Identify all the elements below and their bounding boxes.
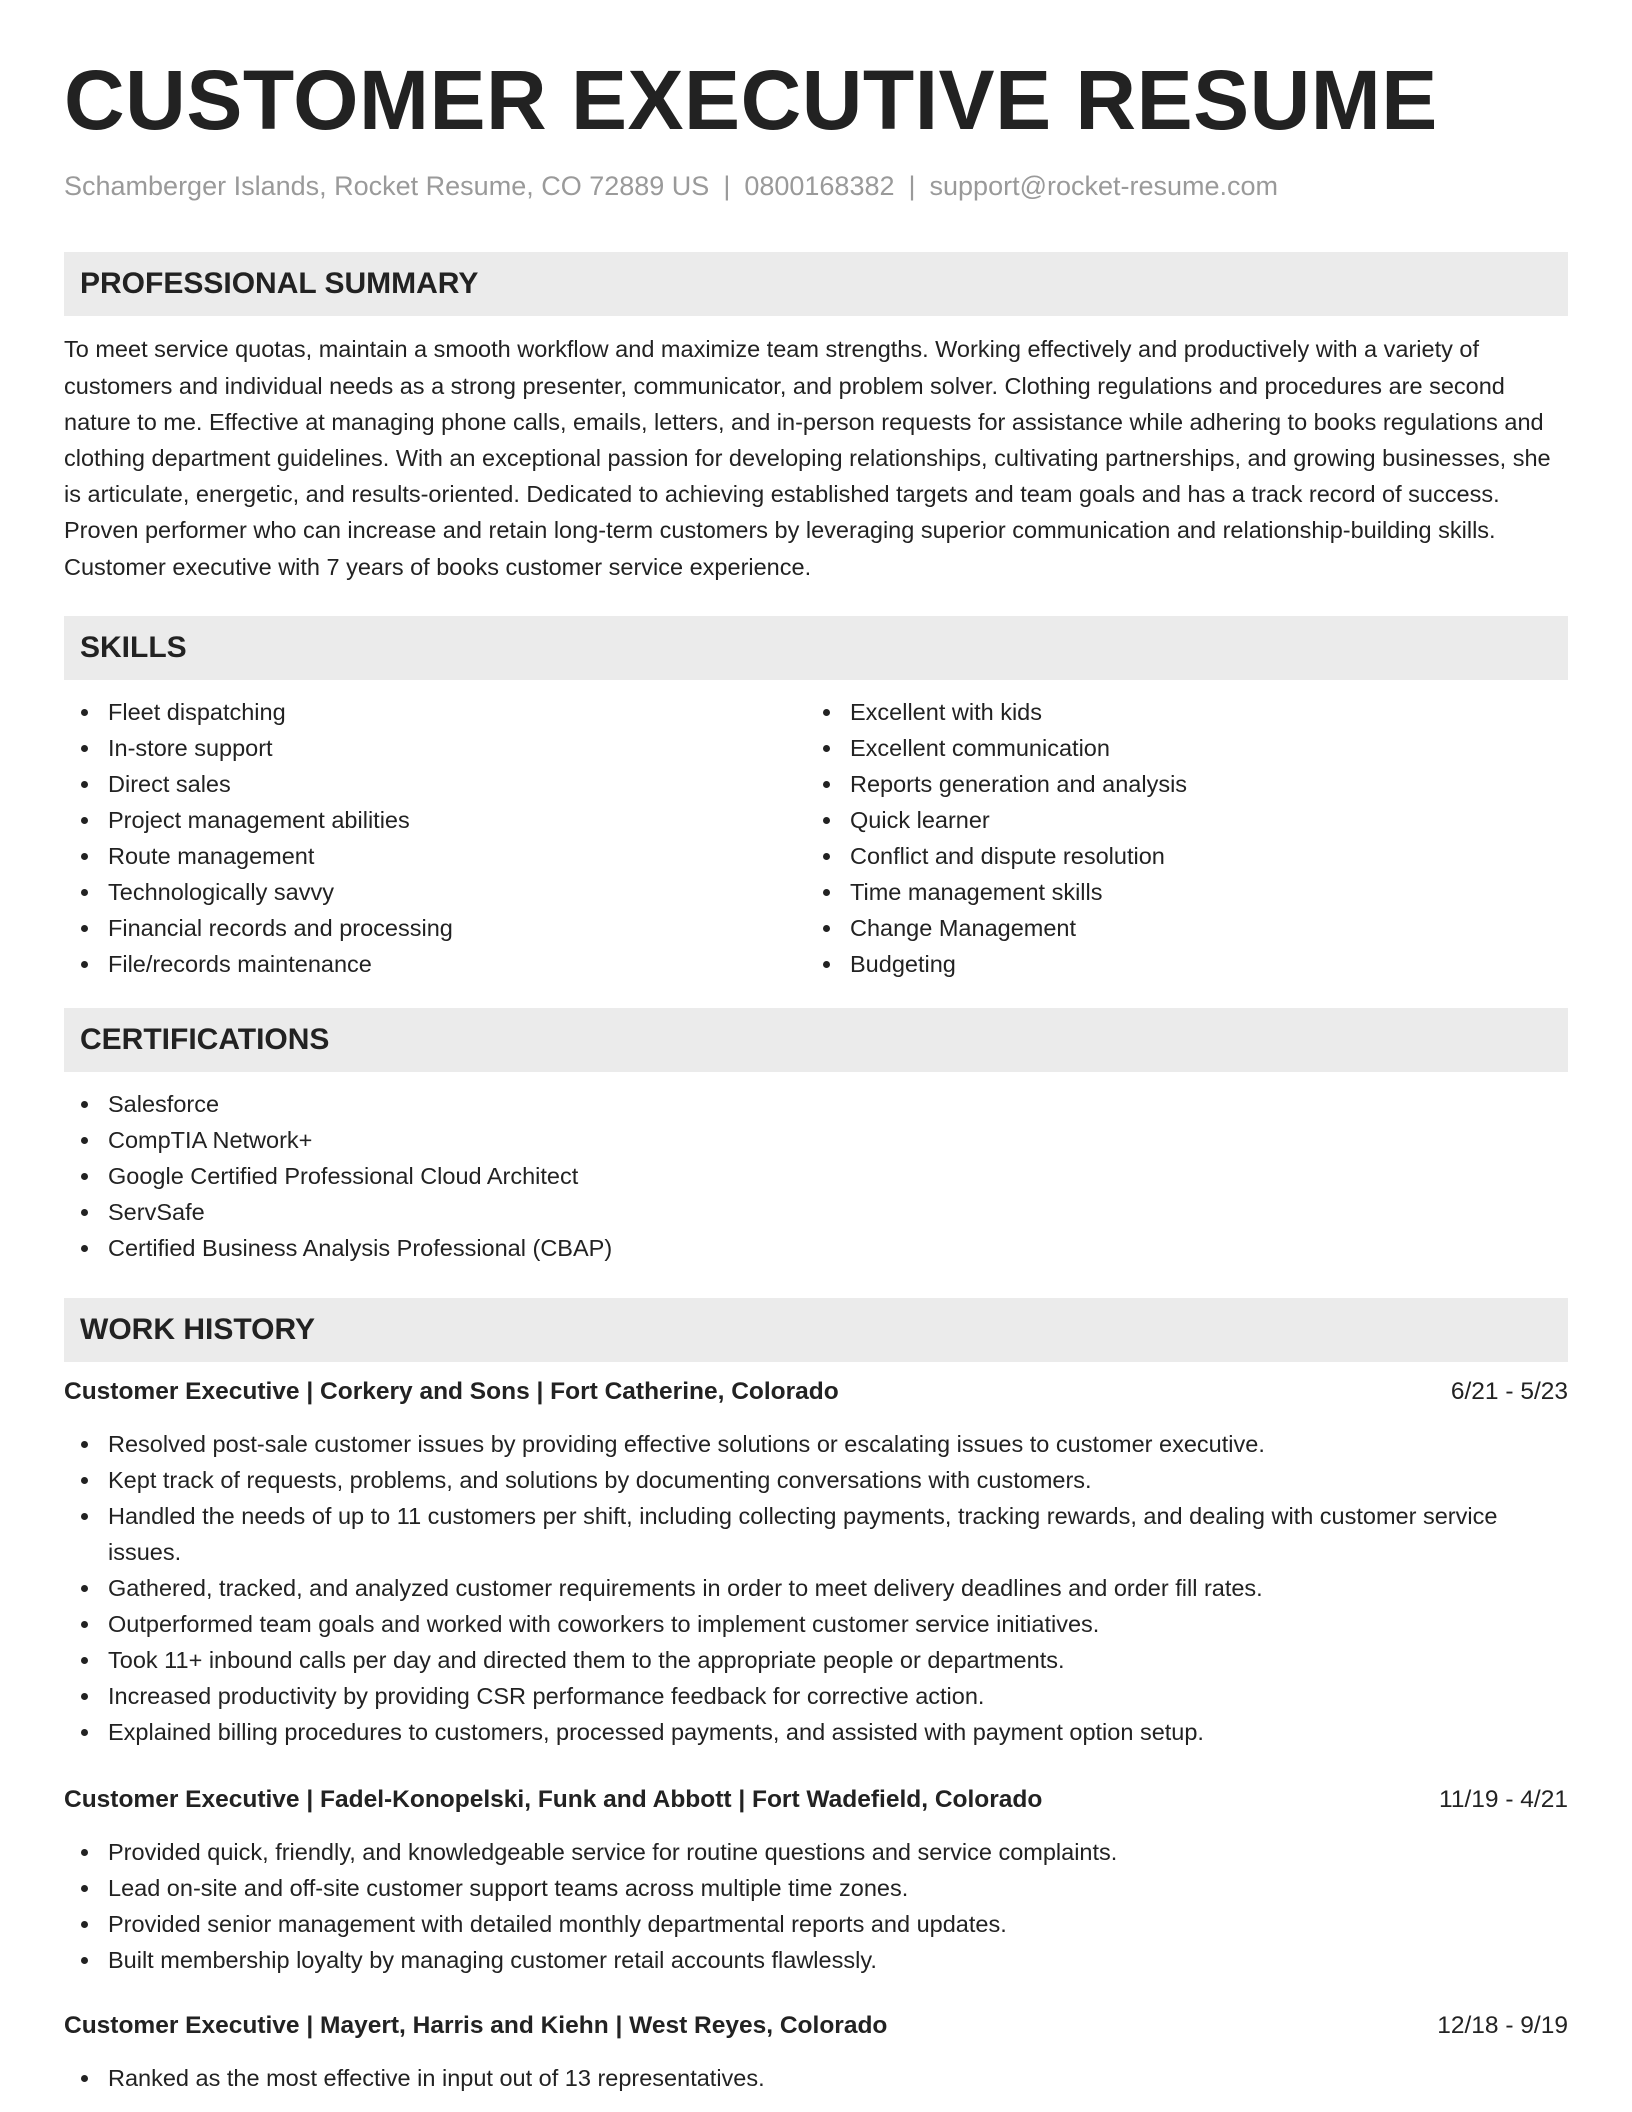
skill-item: Direct sales — [64, 766, 806, 802]
skill-item: Conflict and dispute resolution — [806, 838, 1548, 874]
job-header — [64, 2008, 1568, 2044]
contact-separator: | — [723, 171, 731, 201]
contact-phone: 0800168382 — [744, 171, 895, 201]
job-bullet: Lead on-site and off-site customer support teams across multiple time zones. — [64, 1870, 1568, 1906]
skill-item: In-store support — [64, 730, 806, 766]
job-dates: 11/19 - 4/21 — [1439, 1785, 1568, 1813]
skills-column-left — [64, 694, 806, 982]
skill-item: Change Management — [806, 910, 1548, 946]
skill-item: Time management skills — [806, 874, 1548, 910]
certification-item: Google Certified Professional Cloud Architect — [64, 1158, 1568, 1194]
skills-column-right — [806, 694, 1548, 982]
job-bullet: Explained billing procedures to customers, processed payments, and assisted with payment option setup. — [64, 1714, 1568, 1750]
job-entry — [64, 1374, 1568, 1750]
certification-item: ServSafe — [64, 1194, 1568, 1230]
skill-item: Project management abilities — [64, 802, 806, 838]
job-title: Customer Executive | Corkery and Sons | Fort Catherine, Colorado — [64, 1377, 839, 1405]
job-title: Customer Executive | Mayert, Harris and Kiehn | West Reyes, Colorado — [64, 2011, 888, 2039]
resume-title: CUSTOMER EXECUTIVE RESUME — [64, 53, 1438, 147]
certification-item: Certified Business Analysis Professional (CBAP) — [64, 1230, 1568, 1266]
section-heading-work-history: WORK HISTORY — [64, 1298, 1568, 1362]
certification-item: CompTIA Network+ — [64, 1122, 1568, 1158]
contact-separator: | — [908, 171, 916, 201]
job-bullet: Increased productivity by providing CSR performance feedback for corrective action. — [64, 1678, 1568, 1714]
skill-item: Technologically savvy — [64, 874, 806, 910]
section-heading-skills: SKILLS — [64, 616, 1568, 680]
job-bullets — [64, 1426, 1568, 1750]
skill-item: Budgeting — [806, 946, 1548, 982]
job-bullets — [64, 2060, 1568, 2096]
job-dates: 6/21 - 5/23 — [1450, 1377, 1568, 1405]
job-header — [64, 1782, 1568, 1818]
skills-list-right — [806, 694, 1548, 982]
job-header — [64, 1374, 1568, 1410]
job-bullet: Ranked as the most effective in input out of 13 representatives. — [64, 2060, 1568, 2096]
skill-item: Reports generation and analysis — [806, 766, 1548, 802]
skill-item: Excellent communication — [806, 730, 1548, 766]
job-bullets — [64, 1834, 1568, 1978]
contact-email: support@rocket-resume.com — [929, 171, 1279, 201]
job-bullet: Resolved post-sale customer issues by providing effective solutions or escalating issues to customer executive. — [64, 1426, 1568, 1462]
job-bullet: Built membership loyalty by managing customer retail accounts flawlessly. — [64, 1942, 1568, 1978]
skill-item: Fleet dispatching — [64, 694, 806, 730]
job-bullet: Provided senior management with detailed monthly departmental reports and updates. — [64, 1906, 1568, 1942]
work-history-list — [64, 1374, 1568, 2096]
skill-item: Excellent with kids — [806, 694, 1548, 730]
job-entry — [64, 1782, 1568, 1978]
contact-line — [64, 170, 1568, 202]
skill-item: Route management — [64, 838, 806, 874]
job-bullet: Kept track of requests, problems, and solutions by documenting conversations with customers. — [64, 1462, 1568, 1498]
skill-item: Financial records and processing — [64, 910, 806, 946]
job-bullet: Outperformed team goals and worked with coworkers to implement customer service initiatives. — [64, 1606, 1568, 1642]
job-bullet: Gathered, tracked, and analyzed customer requirements in order to meet delivery deadlines and order fill rates. — [64, 1570, 1568, 1606]
summary-text: To meet service quotas, maintain a smooth workflow and maximize team strengths. Working effectively and productively with a variety of customers and individual needs as a strong presenter, communicator, and problem solver. Clothing regulations and procedures are second nature to me. Effective at managing phone calls, emails, letters, and in-person requests for assistance while adhering to books regulations and clothing department guidelines. With an exceptional passion for developing relationships, cultivating partnerships, and growing businesses, she is articulate, energetic, and results-oriented. Dedicated to achieving established targets and team goals and has a track record of success. Proven performer who can increase and retain long-term customers by leveraging superior communication and relationship-building skills. Customer executive with 7 years of books customer service experience. — [64, 336, 1551, 580]
skills-list-left — [64, 694, 806, 982]
skills-columns — [64, 694, 1568, 982]
contact-address: Schamberger Islands, Rocket Resume, CO 72889 US — [64, 171, 710, 201]
job-entry — [64, 2008, 1568, 2096]
job-title: Customer Executive | Fadel-Konopelski, Funk and Abbott | Fort Wadefield, Colorado — [64, 1785, 1043, 1813]
skill-item: File/records maintenance — [64, 946, 806, 982]
section-heading-summary: PROFESSIONAL SUMMARY — [64, 252, 1568, 316]
job-dates: 12/18 - 9/19 — [1437, 2011, 1568, 2039]
resume-page — [64, 0, 1568, 2096]
job-bullet: Handled the needs of up to 11 customers per shift, including collecting payments, tracking rewards, and dealing with customer service issues. — [64, 1498, 1568, 1570]
skill-item: Quick learner — [806, 802, 1548, 838]
certification-item: Salesforce — [64, 1086, 1568, 1122]
job-bullet: Provided quick, friendly, and knowledgeable service for routine questions and service complaints. — [64, 1834, 1568, 1870]
certifications-list — [64, 1086, 1568, 1266]
job-bullet: Took 11+ inbound calls per day and directed them to the appropriate people or departments. — [64, 1642, 1568, 1678]
section-heading-certifications: CERTIFICATIONS — [64, 1008, 1568, 1072]
